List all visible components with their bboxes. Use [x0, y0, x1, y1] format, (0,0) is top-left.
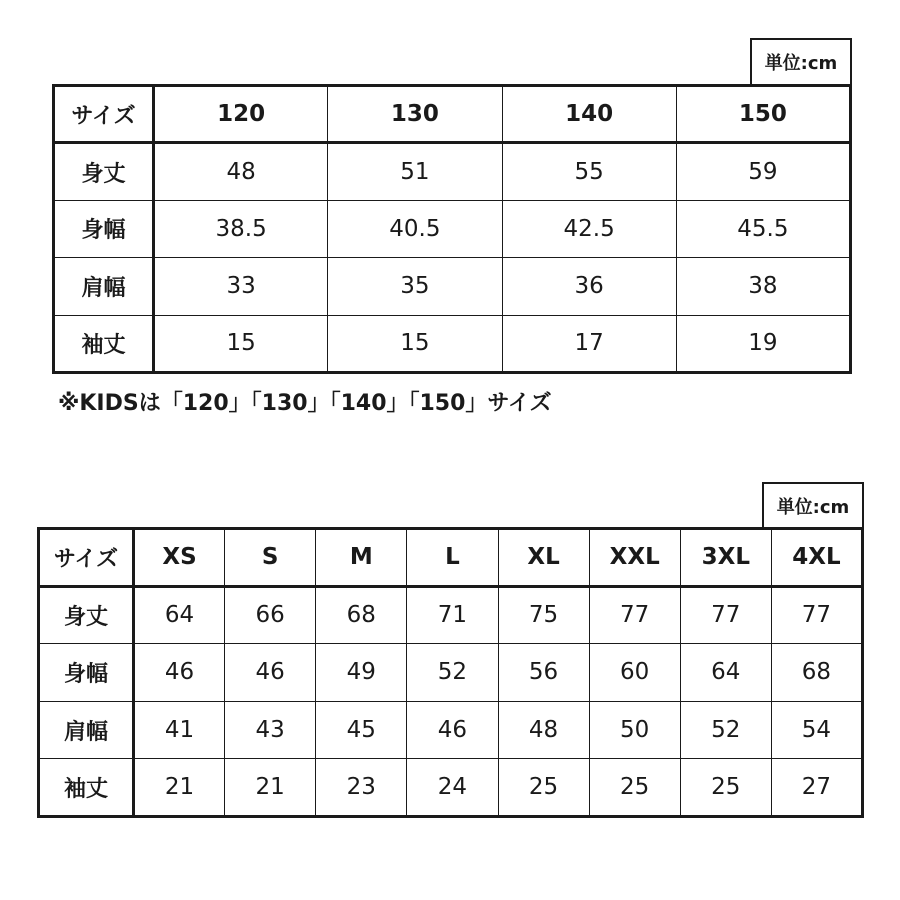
header-cell: 140 [502, 86, 676, 143]
table-cell: 38 [676, 258, 850, 315]
table-cell: 51 [328, 143, 502, 200]
table-cell: 25 [680, 759, 771, 817]
table-cell: 55 [502, 143, 676, 200]
table-header-row [39, 529, 863, 587]
row-label: 身幅 [54, 200, 154, 257]
table-cell: 75 [498, 586, 589, 644]
header-cell: 130 [328, 86, 502, 143]
table-row [39, 759, 863, 817]
row-label: 身幅 [39, 644, 134, 702]
table-cell: 49 [316, 644, 407, 702]
table-cell: 59 [676, 143, 850, 200]
row-label: 身丈 [54, 143, 154, 200]
table-cell: 71 [407, 586, 498, 644]
table-cell: 45 [316, 701, 407, 759]
table-cell: 45.5 [676, 200, 850, 257]
table-cell: 52 [680, 701, 771, 759]
table-cell: 33 [154, 258, 328, 315]
header-cell: M [316, 529, 407, 587]
header-cell: XXL [589, 529, 680, 587]
table-cell: 24 [407, 759, 498, 817]
row-label: 袖丈 [54, 315, 154, 372]
table-cell: 50 [589, 701, 680, 759]
table-cell: 42.5 [502, 200, 676, 257]
table-cell: 54 [771, 701, 862, 759]
table-cell: 56 [498, 644, 589, 702]
row-label: 肩幅 [39, 701, 134, 759]
header-cell: L [407, 529, 498, 587]
table-cell: 46 [225, 644, 316, 702]
table-cell: 77 [680, 586, 771, 644]
header-cell: 120 [154, 86, 328, 143]
table-cell: 41 [134, 701, 225, 759]
row-label: 身丈 [39, 586, 134, 644]
table-cell: 21 [225, 759, 316, 817]
table-cell: 64 [134, 586, 225, 644]
adult-unit-label: 単位:cm [762, 482, 864, 528]
header-cell: XL [498, 529, 589, 587]
table-cell: 21 [134, 759, 225, 817]
table-row [54, 315, 851, 372]
table-cell: 66 [225, 586, 316, 644]
table-row [54, 143, 851, 200]
table-row [54, 258, 851, 315]
kids-unit-label: 単位:cm [750, 38, 852, 84]
table-cell: 38.5 [154, 200, 328, 257]
table-cell: 25 [498, 759, 589, 817]
table-cell: 46 [407, 701, 498, 759]
table-cell: 77 [589, 586, 680, 644]
table-row [39, 586, 863, 644]
table-cell: 48 [498, 701, 589, 759]
table-cell: 52 [407, 644, 498, 702]
header-cell: XS [134, 529, 225, 587]
table-row [39, 701, 863, 759]
adult-size-table [37, 527, 864, 818]
header-cell: サイズ [39, 529, 134, 587]
table-cell: 68 [771, 644, 862, 702]
header-cell: S [225, 529, 316, 587]
table-cell: 23 [316, 759, 407, 817]
table-header-row [54, 86, 851, 143]
header-cell: 4XL [771, 529, 862, 587]
table-cell: 15 [154, 315, 328, 372]
table-cell: 64 [680, 644, 771, 702]
table-cell: 68 [316, 586, 407, 644]
header-cell: 3XL [680, 529, 771, 587]
table-cell: 36 [502, 258, 676, 315]
row-label: 袖丈 [39, 759, 134, 817]
table-cell: 77 [771, 586, 862, 644]
header-cell: 150 [676, 86, 850, 143]
row-label: 肩幅 [54, 258, 154, 315]
table-cell: 25 [589, 759, 680, 817]
table-cell: 17 [502, 315, 676, 372]
table-cell: 19 [676, 315, 850, 372]
table-cell: 35 [328, 258, 502, 315]
table-cell: 60 [589, 644, 680, 702]
table-cell: 48 [154, 143, 328, 200]
table-row [54, 200, 851, 257]
kids-size-note: ※KIDSは「120」「130」「140」「150」サイズ [58, 391, 552, 416]
table-cell: 15 [328, 315, 502, 372]
table-cell: 43 [225, 701, 316, 759]
kids-size-table [52, 84, 852, 374]
table-cell: 46 [134, 644, 225, 702]
table-cell: 40.5 [328, 200, 502, 257]
table-row [39, 644, 863, 702]
header-cell: サイズ [54, 86, 154, 143]
table-cell: 27 [771, 759, 862, 817]
